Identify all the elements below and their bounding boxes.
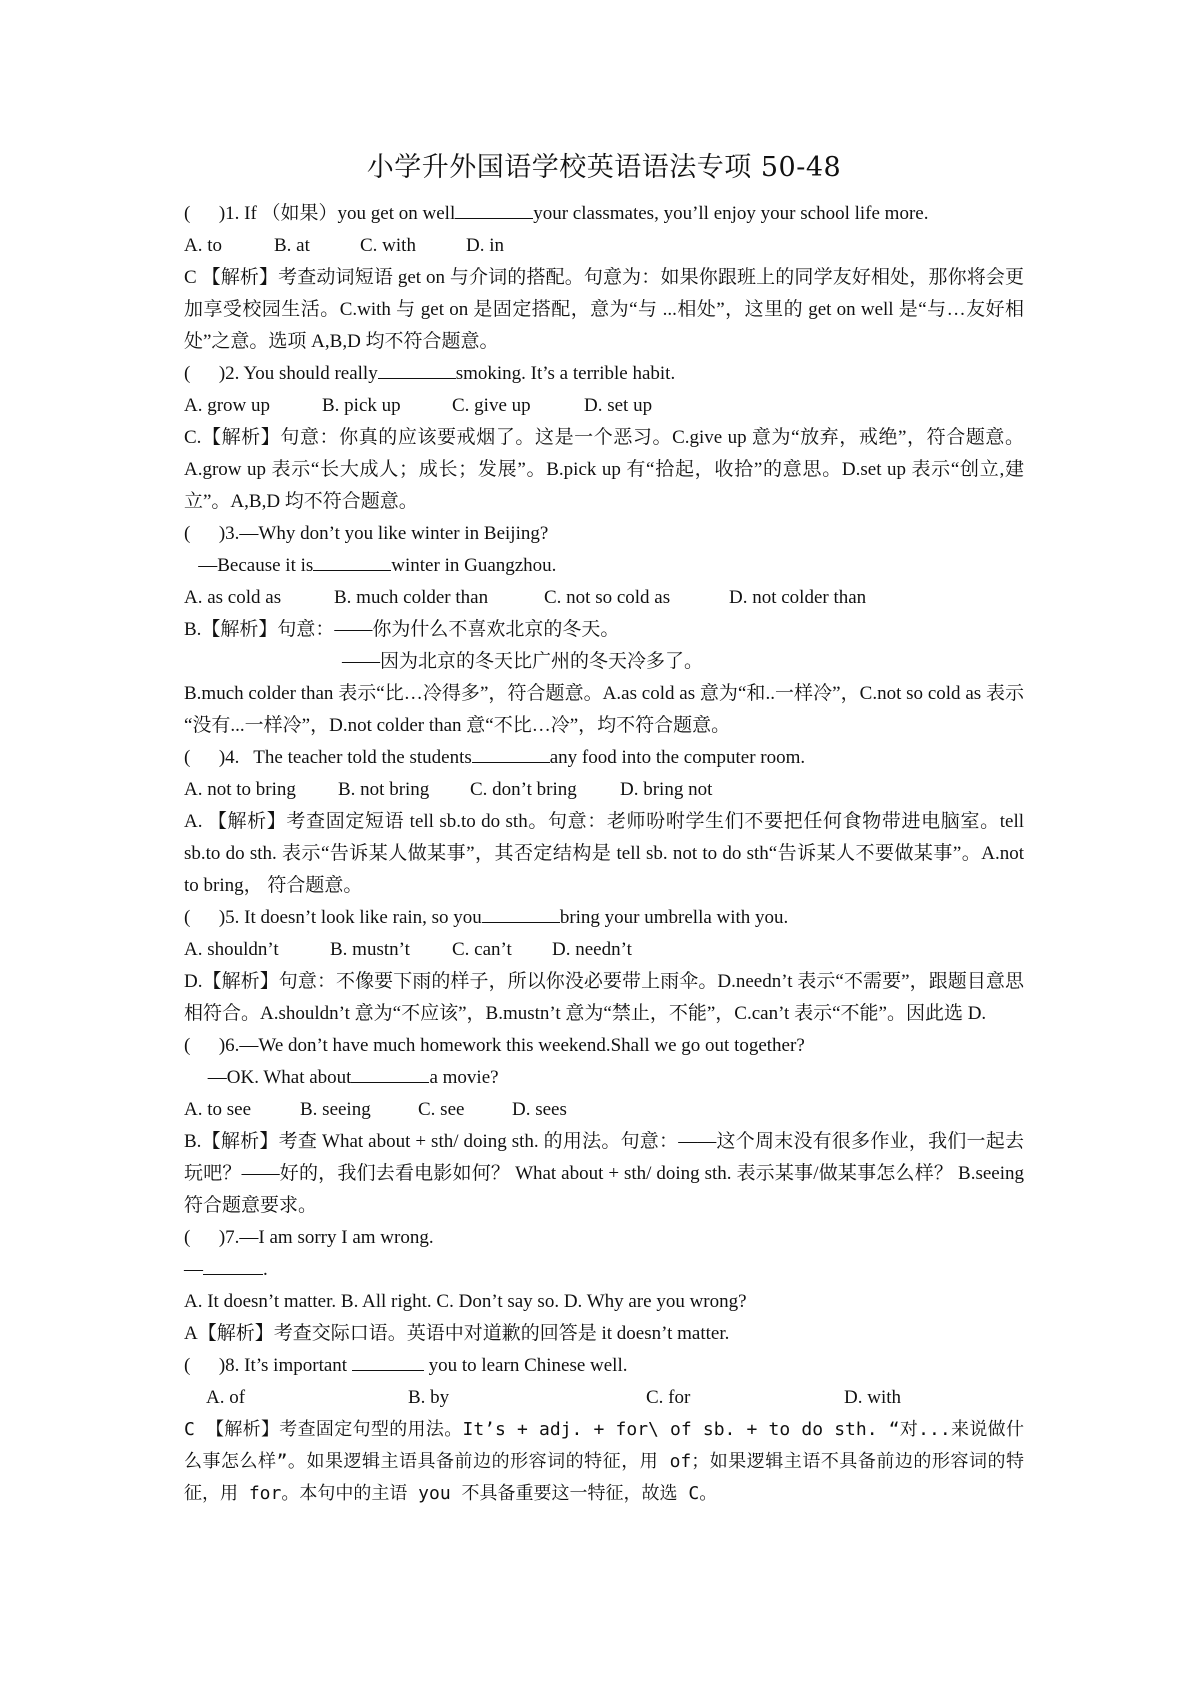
answer-options bbox=[184, 230, 1024, 262]
analysis-text: B.【解析】考查 What about + sth/ doing sth. 的用法。句意：——这个周末没有很多作业，我们一起去玩吧？——好的，我们去看电影如何？ What about + sth/ doing sth. 表示某事/做某事怎么样？ B.seeing 符合题意要求。 bbox=[184, 1131, 1024, 1216]
question-stem: ( )7.—I am sorry I am wrong. bbox=[184, 1227, 434, 1248]
question-3 bbox=[184, 518, 1024, 742]
option-c: C. not so cold as bbox=[544, 587, 671, 608]
option-b: B. not bring bbox=[338, 779, 430, 800]
analysis-text: A【解析】考查交际口语。英语中对道歉的回答是 it doesn’t matter. bbox=[184, 1323, 730, 1344]
question-6 bbox=[184, 1030, 1024, 1222]
analysis-text: D.【解析】句意：不像要下雨的样子，所以你没必要带上雨伞。D.needn’t 表示“不需要”，跟题目意思相符合。A.shouldn’t 意为“不应该”，B.mustn’t 意为“禁止，不能”，C.can’t 表示“不能”。因此选 D. bbox=[184, 971, 1024, 1024]
answer-options bbox=[184, 390, 1024, 422]
question-4 bbox=[184, 742, 1024, 902]
question-stem: ( )6.—We don’t have much homework this weekend.Shall we go out together? bbox=[184, 1035, 805, 1056]
option-b: B. at bbox=[274, 235, 310, 256]
question-stem: ( )5. It doesn’t look like rain, so you bring your umbrella with you. bbox=[184, 902, 1024, 934]
answer-blank bbox=[352, 1350, 424, 1371]
analysis-text: B.【解析】句意：——你为什么不喜欢北京的冬天。 bbox=[184, 619, 620, 640]
answer-blank bbox=[482, 902, 560, 923]
question-5 bbox=[184, 902, 1024, 1030]
option-a: A. grow up bbox=[184, 395, 271, 416]
question-8 bbox=[184, 1350, 1024, 1510]
option-b: B. much colder than bbox=[334, 587, 489, 608]
analysis-text: A. 【解析】考查固定短语 tell sb.to do sth。句意：老师吩咐学生们不要把任何食物带进电脑室。tell sb.to do sth. 表示“告诉某人做某事”，其否定结构是 tell sb. not to do sth“告诉某人不要做某事”。A.not to bring， 符合题意。 bbox=[184, 811, 1024, 896]
answer-blank bbox=[313, 550, 391, 571]
option-d: D. not colder than bbox=[729, 587, 867, 608]
answer-options bbox=[184, 774, 1024, 806]
document-page bbox=[184, 150, 1024, 1510]
answer-options bbox=[184, 1094, 1024, 1126]
option-b: B. by bbox=[408, 1387, 450, 1408]
option-d: D. with bbox=[844, 1387, 901, 1408]
analysis-text: B.much colder than 表示“比…冷得多”，符合题意。A.as cold as 意为“和..一样冷”，C.not so cold as 表示 “没有...一样冷”，D.not colder than 意“不比…冷”，均不符合题意。 bbox=[184, 683, 1024, 736]
page-title: 小学升外国语学校英语语法专项 50-48 bbox=[366, 152, 842, 183]
question-reply: —OK. What about a movie? bbox=[184, 1062, 1024, 1094]
analysis-text: C 【解析】考查动词短语 get on 与介词的搭配。句意为：如果你跟班上的同学友好相处，那你将会更加享受校园生活。C.with 与 get on 是固定搭配，意为“与 ...相处”，这里的 get on well 是“与…友好相处”之意。选项 A,B,D 均不符合题意。 bbox=[184, 267, 1024, 352]
option-c: C. don’t bring bbox=[470, 779, 577, 800]
answer-options bbox=[184, 582, 1024, 614]
option-a: A. to see bbox=[184, 1099, 252, 1120]
option-a: A. of bbox=[206, 1387, 246, 1408]
question-stem: ( )3.—Why don’t you like winter in Beijing? bbox=[184, 523, 549, 544]
answer-blank bbox=[378, 358, 456, 379]
option-a: A. not to bring bbox=[184, 779, 296, 800]
answer-blank bbox=[203, 1254, 263, 1275]
analysis-text: C 【解析】考查固定句型的用法。It’s + adj. + for\ of sb. + to do sth. “对...来说做什么事怎么样”。如果逻辑主语具备前边的形容词的特征，用 of；如果逻辑主语不具备前边的形容词的特征，用 for。本句中的主语 you 不具备重要这一特征，故选 C。 bbox=[184, 1419, 1024, 1504]
question-reply: —Because it is winter in Guangzhou. bbox=[184, 550, 1024, 582]
option-d: D. in bbox=[466, 235, 504, 256]
answer-options bbox=[184, 934, 1024, 966]
answer-blank bbox=[472, 742, 550, 763]
question-reply: — . bbox=[184, 1254, 1024, 1286]
analysis-text: C.【解析】句意：你真的应该要戒烟了。这是一个恶习。C.give up 意为“放弃，戒绝”，符合题意。A.grow up 表示“长大成人；成长；发展”。B.pick up 有“拾起，收拾”的意思。D.set up 表示“创立,建立”。A,B,D 均不符合题意。 bbox=[184, 427, 1024, 512]
question-2 bbox=[184, 358, 1024, 518]
option-d: D. bring not bbox=[620, 779, 713, 800]
answer-blank bbox=[351, 1062, 429, 1083]
option-a: A. as cold as bbox=[184, 587, 282, 608]
option-d: D. set up bbox=[584, 395, 653, 416]
question-stem: ( )2. You should really smoking. It’s a terrible habit. bbox=[184, 358, 1024, 390]
option-b: B. seeing bbox=[300, 1099, 371, 1120]
option-c: C. see bbox=[418, 1099, 465, 1120]
option-d: D. sees bbox=[512, 1099, 567, 1120]
option-a: A. to bbox=[184, 235, 222, 256]
question-stem: ( )1. If （如果）you get on well your classmates, you’ll enjoy your school life more. bbox=[184, 198, 1024, 230]
option-c: C. for bbox=[646, 1387, 691, 1408]
question-stem: ( )4. The teacher told the students any food into the computer room. bbox=[184, 742, 1024, 774]
option-c: C. give up bbox=[452, 395, 531, 416]
answer-blank bbox=[455, 198, 533, 219]
option-d: D. needn’t bbox=[552, 939, 632, 960]
option-b: B. pick up bbox=[322, 395, 401, 416]
analysis-text: ——因为北京的冬天比广州的冬天冷多了。 bbox=[342, 651, 704, 672]
option-c: C. with bbox=[360, 235, 416, 256]
option-b: B. mustn’t bbox=[330, 939, 410, 960]
answer-options: A. It doesn’t matter. B. All right. C. Don’t say so. D. Why are you wrong? bbox=[184, 1291, 747, 1312]
option-c: C. can’t bbox=[452, 939, 512, 960]
question-1 bbox=[184, 198, 1024, 358]
question-stem: ( )8. It’s important you to learn Chinese well. bbox=[184, 1350, 1024, 1382]
question-7 bbox=[184, 1222, 1024, 1350]
option-a: A. shouldn’t bbox=[184, 939, 279, 960]
answer-options bbox=[184, 1382, 1024, 1414]
